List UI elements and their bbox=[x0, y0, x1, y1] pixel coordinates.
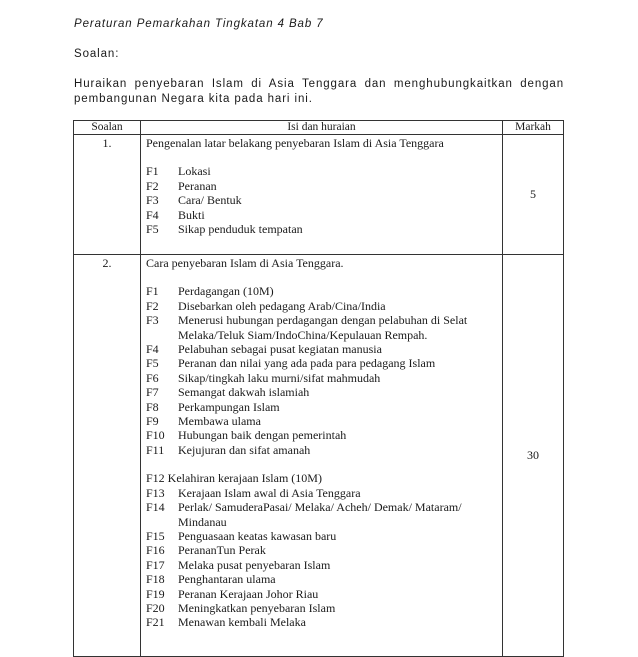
table-header-row bbox=[74, 121, 564, 135]
item-code: F16 bbox=[146, 543, 165, 558]
list-item bbox=[146, 371, 498, 385]
list-item bbox=[146, 284, 498, 298]
list-item bbox=[146, 428, 498, 442]
item-code: F5 bbox=[146, 222, 159, 237]
marking-table bbox=[73, 120, 564, 657]
header-markah: Markah bbox=[503, 121, 564, 135]
item-code: F7 bbox=[146, 385, 159, 400]
list-item bbox=[146, 543, 498, 557]
item-text: Kejujuran dan sifat amanah bbox=[178, 442, 311, 457]
list-item bbox=[146, 558, 498, 572]
list-item bbox=[146, 615, 498, 629]
table-row bbox=[74, 135, 564, 255]
list-item bbox=[146, 164, 498, 178]
table-row bbox=[74, 255, 564, 657]
list-item bbox=[146, 587, 498, 601]
item-text: Disebarkan oleh pedagang Arab/Cina/India bbox=[178, 298, 386, 313]
header-isi-huraian: Isi dan huraian bbox=[141, 121, 503, 135]
list-item bbox=[146, 500, 498, 529]
document-title: Peraturan Pemarkahan Tingkatan 4 Bab 7 bbox=[74, 18, 324, 30]
item-text: Perlak/ SamuderaPasai/ Melaka/ Acheh/ Demak/ Mataram/ Mindanau bbox=[178, 500, 462, 529]
item-code: F13 bbox=[146, 485, 165, 500]
list-item bbox=[146, 601, 498, 615]
item-code: F3 bbox=[146, 193, 159, 208]
list-item bbox=[146, 443, 498, 457]
item-text: Cara/ Bentuk bbox=[178, 193, 242, 208]
item-code: F14 bbox=[146, 500, 165, 515]
item-text: Lokasi bbox=[178, 164, 211, 179]
item-code: F21 bbox=[146, 615, 165, 630]
item-text: Sikap/tingkah laku murni/sifat mahmudah bbox=[178, 370, 381, 385]
item-text: Membawa ulama bbox=[178, 414, 261, 429]
item-code: F9 bbox=[146, 414, 159, 429]
item-text: Penghantaran ulama bbox=[178, 572, 276, 587]
item-code: F5 bbox=[146, 356, 159, 371]
list-item bbox=[146, 572, 498, 586]
item-text: Menawan kembali Melaka bbox=[178, 615, 306, 630]
list-item bbox=[146, 299, 498, 313]
item-text: Bukti bbox=[178, 207, 205, 222]
item-code: F1 bbox=[146, 164, 159, 179]
list-item bbox=[146, 529, 498, 543]
item-code: F4 bbox=[146, 342, 159, 357]
item-code: F6 bbox=[146, 370, 159, 385]
item-text: Melaka pusat penyebaran Islam bbox=[178, 557, 331, 572]
question-number: 2. bbox=[74, 255, 141, 657]
item-code: F18 bbox=[146, 572, 165, 587]
question-number: 1. bbox=[74, 135, 141, 255]
question-content bbox=[141, 135, 503, 255]
item-text: Meningkatkan penyebaran Islam bbox=[178, 600, 336, 615]
list-item bbox=[146, 356, 498, 370]
item-text: Hubungan baik dengan pemerintah bbox=[178, 428, 347, 443]
item-code: F1 bbox=[146, 284, 159, 299]
item-text: PerananTun Perak bbox=[178, 543, 266, 558]
item-text: Pelabuhan sebagai pusat kegiatan manusia bbox=[178, 342, 382, 357]
list-item bbox=[146, 179, 498, 193]
item-text: Penguasaan keatas kawasan baru bbox=[178, 528, 337, 543]
item-code: F3 bbox=[146, 313, 159, 328]
list-item bbox=[146, 313, 498, 342]
item-code: F11 bbox=[146, 442, 165, 457]
item-code: F8 bbox=[146, 399, 159, 414]
question-mark: 30 bbox=[503, 255, 564, 657]
list-item bbox=[146, 400, 498, 414]
item-text: Perkampungan Islam bbox=[178, 399, 280, 414]
item-code: F2 bbox=[146, 298, 159, 313]
item-code: F4 bbox=[146, 207, 159, 222]
soalan-label: Soalan: bbox=[74, 48, 120, 60]
subheading: F12 Kelahiran kerajaan Islam (10M) bbox=[146, 471, 322, 486]
item-code: F2 bbox=[146, 178, 159, 193]
header-soalan: Soalan bbox=[74, 121, 141, 135]
item-text: Peranan Kerajaan Johor Riau bbox=[178, 586, 319, 601]
question-line-1: Huraikan penyebaran Islam di Asia Tenggara dan menghubungkaitkan dengan bbox=[74, 78, 564, 90]
item-text: Semangat dakwah islamiah bbox=[178, 385, 310, 400]
question-mark: 5 bbox=[503, 135, 564, 255]
row-heading: Cara penyebaran Islam di Asia Tenggara. bbox=[146, 256, 344, 270]
item-text: Peranan dan nilai yang ada pada para pedagang Islam bbox=[178, 356, 436, 371]
row-heading: Pengenalan latar belakang penyebaran Islam di Asia Tenggara bbox=[146, 136, 444, 150]
item-code: F17 bbox=[146, 557, 165, 572]
list-item bbox=[146, 385, 498, 399]
list-item bbox=[146, 208, 498, 222]
item-text: Menerusi hubungan perdagangan dengan pelabuhan di Selat Melaka/Teluk Siam/IndoChina/Kepulauan Rempah. bbox=[178, 313, 468, 342]
item-code: F19 bbox=[146, 586, 165, 601]
question-content bbox=[141, 255, 503, 657]
item-text: Perdagangan (10M) bbox=[178, 284, 274, 299]
item-code: F15 bbox=[146, 528, 165, 543]
item-code: F10 bbox=[146, 428, 165, 443]
item-text: Kerajaan Islam awal di Asia Tenggara bbox=[178, 485, 361, 500]
question-line-2: pembangunan Negara kita pada hari ini. bbox=[74, 93, 313, 105]
item-text: Sikap penduduk tempatan bbox=[178, 222, 303, 237]
item-code: F20 bbox=[146, 600, 165, 615]
list-item bbox=[146, 222, 498, 236]
item-text: Peranan bbox=[178, 178, 217, 193]
question-text bbox=[74, 77, 564, 107]
list-item bbox=[146, 486, 498, 500]
list-item bbox=[146, 414, 498, 428]
list-item bbox=[146, 193, 498, 207]
list-item bbox=[146, 342, 498, 356]
